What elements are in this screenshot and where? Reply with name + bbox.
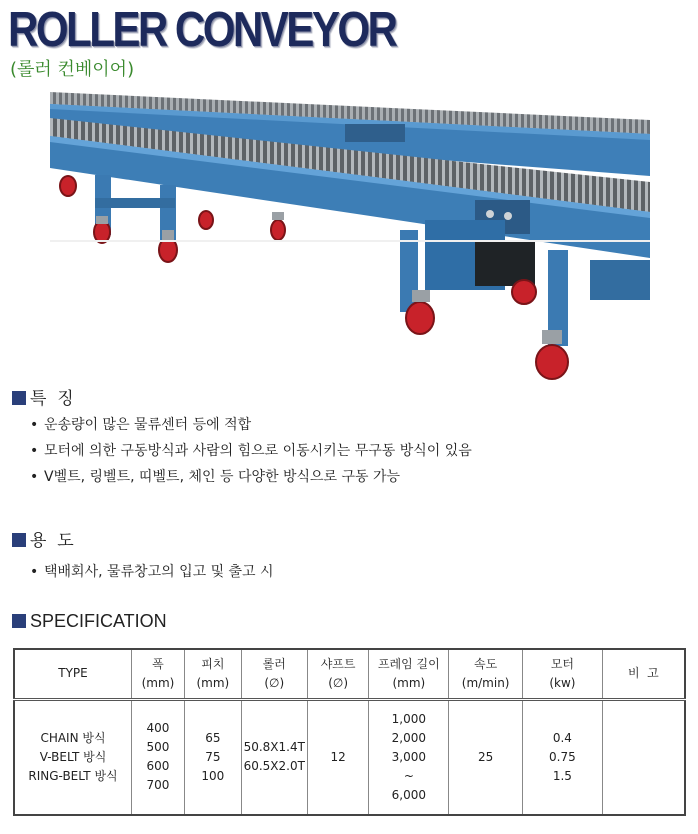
cell-motor: 0.4 0.75 1.5	[523, 699, 603, 815]
col-type: TYPE	[14, 649, 132, 699]
col-motor: 모터 (kw)	[523, 649, 603, 699]
cell-shaft: 12	[307, 699, 369, 815]
col-shaft: 샤프트 (∅)	[307, 649, 369, 699]
cell-roller: 50.8X1.4T 60.5X2.0T	[241, 699, 307, 815]
list-item: • 모터에 의한 구동방식과 사람의 힘으로 이동시키는 무구동 방식이 있음	[30, 438, 472, 464]
cell-note	[602, 699, 685, 815]
col-note: 비 고	[602, 649, 685, 699]
features-heading: 특 징	[12, 388, 74, 410]
cell-pitch: 65 75 100	[184, 699, 241, 815]
cell-speed: 25	[449, 699, 523, 815]
usage-list	[30, 559, 274, 585]
square-bullet-icon	[12, 391, 26, 405]
col-roller: 롤러 (∅)	[241, 649, 307, 699]
features-list	[30, 412, 472, 490]
list-item: • 택배회사, 물류창고의 입고 및 출고 시	[30, 559, 274, 585]
list-item: • 운송량이 많은 물류센터 등에 적합	[30, 412, 472, 438]
cell-width: 400 500 600 700	[132, 699, 185, 815]
roller-conveyor-photo	[50, 90, 650, 386]
table-row	[14, 699, 685, 815]
col-frame-length: 프레임 길이 (mm)	[369, 649, 449, 699]
page-subtitle: (롤러 컨베이어)	[10, 59, 135, 80]
cell-type: CHAIN 방식 V-BELT 방식 RING-BELT 방식	[28, 730, 118, 783]
col-pitch: 피치 (mm)	[184, 649, 241, 699]
table-header-row	[14, 649, 685, 699]
col-speed: 속도 (m/min)	[449, 649, 523, 699]
list-item: • V벨트, 링벨트, 띠벨트, 체인 등 다양한 방식으로 구동 가능	[30, 464, 472, 490]
spec-heading: SPECIFICATION	[12, 610, 167, 632]
square-bullet-icon	[12, 533, 26, 547]
square-bullet-icon	[12, 614, 26, 628]
col-width: 폭 (mm)	[132, 649, 185, 699]
cell-frame-length: 1,000 2,000 3,000 ~ 6,000	[369, 699, 449, 815]
spec-table	[13, 648, 686, 816]
page-title: ROLLER CONVEYOR	[8, 3, 396, 57]
usage-heading: 용 도	[12, 530, 74, 552]
